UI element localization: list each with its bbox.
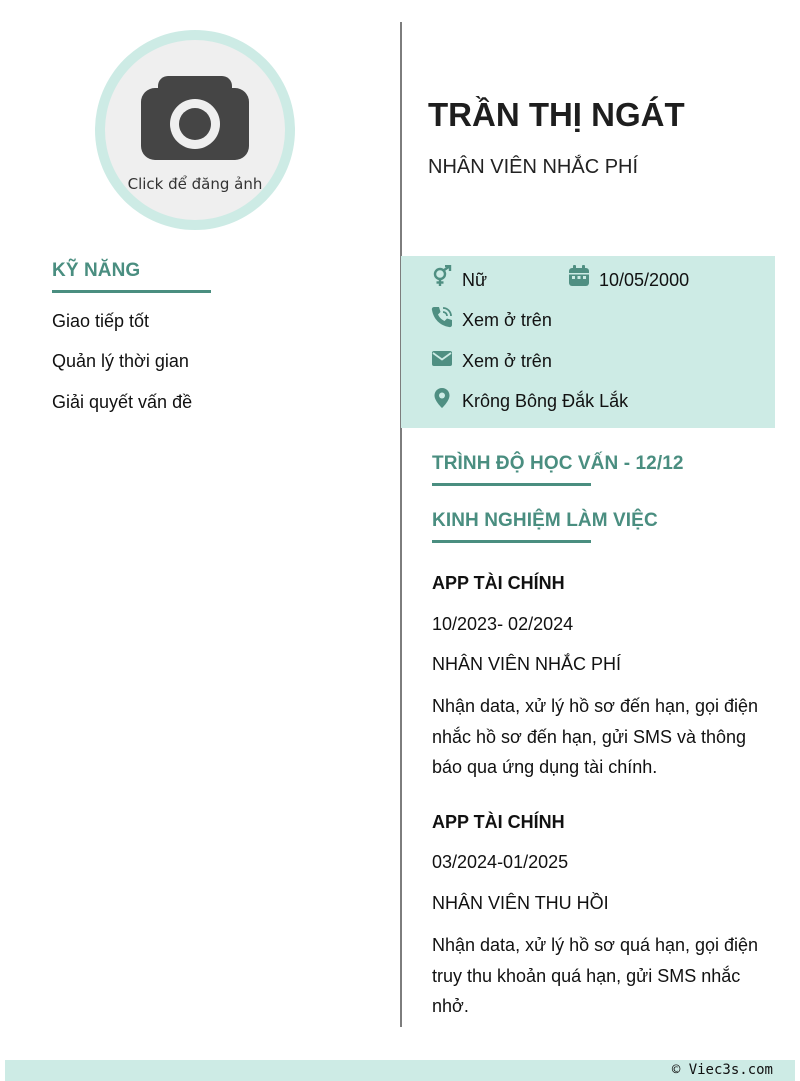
- experience-heading: KINH NGHIỆM LÀM VIỆC: [432, 510, 658, 531]
- column-divider: [400, 22, 402, 1027]
- skills-heading: KỸ NĂNG: [52, 260, 141, 281]
- experience-company: APP TÀI CHÍNH: [432, 812, 565, 832]
- experience-period: 03/2024-01/2025: [432, 852, 569, 872]
- candidate-position: NHÂN VIÊN NHẮC PHÍ: [428, 156, 639, 178]
- email-icon: [431, 347, 453, 369]
- skill-item: Quản lý thời gian: [52, 351, 189, 371]
- upload-photo-button[interactable]: [105, 40, 285, 220]
- skill-item: Giải quyết vấn đề: [52, 392, 193, 412]
- skill-item: Giao tiếp tốt: [52, 311, 150, 331]
- address-value: Krông Bông Đắk Lắk: [462, 391, 629, 411]
- experience-description: Nhận data, xử lý hồ sơ quá hạn, gọi điện truy thu khoản quá hạn, gửi SMS nhắc nhở.: [432, 935, 759, 1016]
- avatar-frame: [95, 30, 295, 230]
- phone-icon: [431, 306, 453, 328]
- gender-value: Nữ: [462, 270, 488, 290]
- birthday-value: 10/05/2000: [599, 270, 690, 290]
- location-pin-icon: [431, 387, 453, 409]
- phone-value: Xem ở trên: [462, 310, 552, 330]
- skills-underline: [52, 290, 211, 293]
- education-underline: [432, 483, 591, 486]
- experience-role: NHÂN VIÊN THU HỒI: [432, 893, 609, 913]
- experience-period: 10/2023- 02/2024: [432, 614, 574, 634]
- experience-description: Nhận data, xử lý hồ sơ đến hạn, gọi điện nhắc hồ sơ đến hạn, gửi SMS và thông báo qua ứng dụng tài chính.: [432, 696, 759, 777]
- email-value: Xem ở trên: [462, 351, 552, 371]
- contact-panel: [401, 256, 775, 428]
- calendar-icon: [568, 265, 590, 287]
- footer-bar: [5, 1060, 795, 1081]
- experience-company: APP TÀI CHÍNH: [432, 573, 565, 593]
- experience-underline: [432, 540, 591, 543]
- footer-credit: © Viec3s.com: [671, 1062, 773, 1078]
- experience-role: NHÂN VIÊN NHẮC PHÍ: [432, 654, 622, 674]
- education-heading: TRÌNH ĐỘ HỌC VẤN - 12/12: [432, 453, 684, 474]
- candidate-name: TRẦN THỊ NGÁT: [428, 96, 685, 133]
- camera-icon: [141, 66, 249, 160]
- photo-caption: Click để đăng ảnh: [127, 175, 263, 193]
- gender-icon: [431, 265, 453, 287]
